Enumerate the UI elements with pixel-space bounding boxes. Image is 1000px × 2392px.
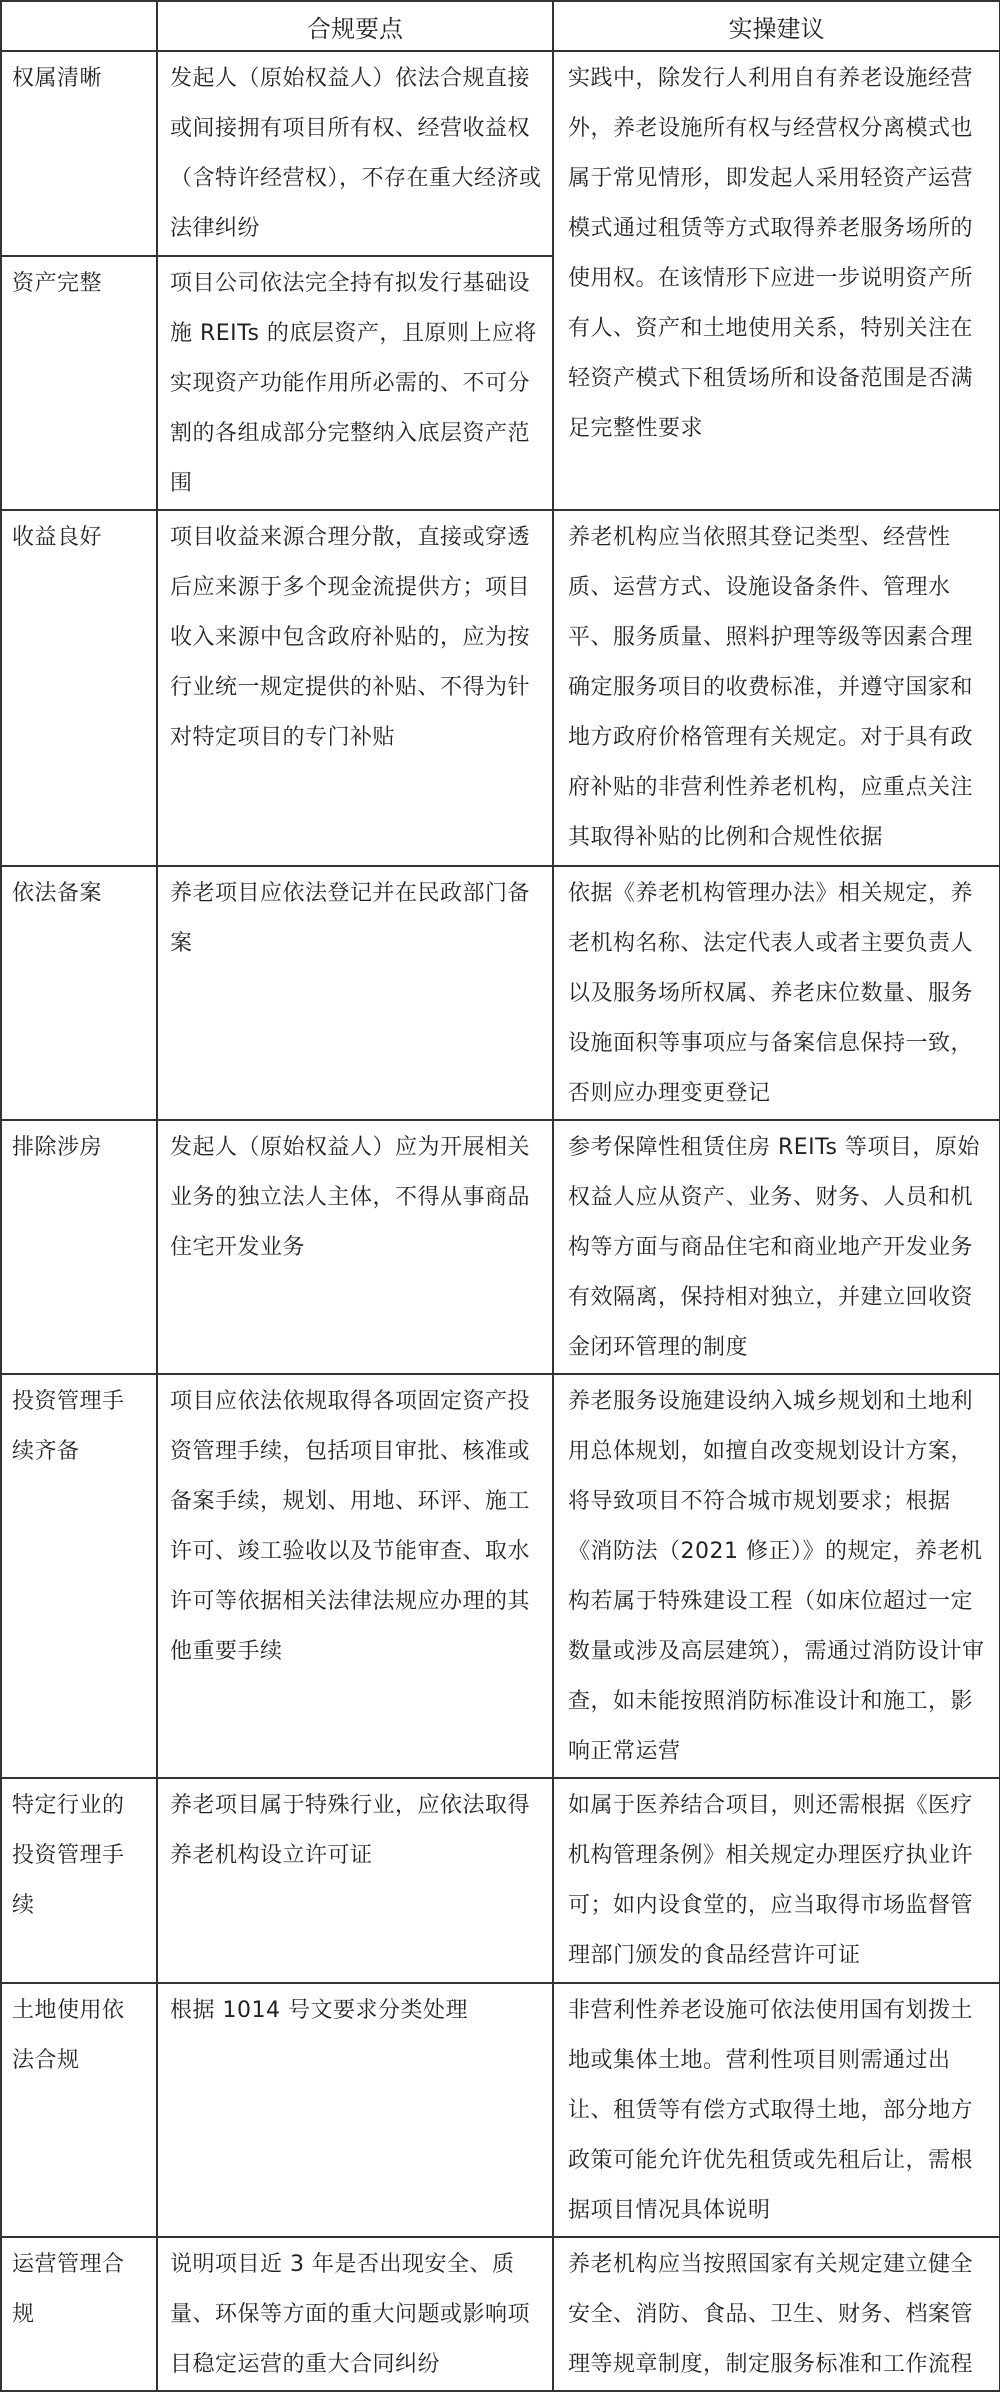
advice-cell	[553, 1983, 1000, 2237]
requirement-cell	[157, 1983, 553, 2237]
requirement-text: 项目应依法依规取得各项固定资产投资管理手续，包括项目审批、核准或备案手续，规划、用地、环评、施工许可、竣工验收以及节能审查、取水许可等依据相关法律法规应办理的其他重要手续	[170, 1389, 531, 1664]
header-requirement-column: 合规要点	[157, 1, 553, 51]
row-label-cell	[1, 2237, 157, 2391]
requirement-cell	[157, 510, 553, 866]
requirement-text: 根据 1014 号文要求分类处理	[170, 1998, 468, 2023]
advice-cell	[553, 1778, 1000, 1983]
requirement-cell	[157, 2237, 553, 2391]
row-label-cell	[1, 866, 157, 1120]
requirement-cell	[157, 866, 553, 1120]
advice-cell	[553, 2237, 1000, 2391]
requirement-text: 项目收益来源合理分散，直接或穿透后应来源于多个现金流提供方；项目收入来源中包含政府补贴的，应为按行业统一规定提供的补贴、不得为针对特定项目的专门补贴	[170, 525, 531, 750]
advice-cell	[553, 866, 1000, 1120]
advice-text: 养老机构应当依照其登记类型、经营性质、运营方式、设施设备条件、管理水平、服务质量、照料护理等级等因素合理确定服务项目的收费标准，并遵守国家和地方政府价格管理有关规定。对于具有政府补贴的非营利性养老机构，应重点关注其取得补贴的比例和合规性依据	[568, 525, 974, 850]
row-label-cell	[1, 1120, 157, 1374]
row-label-cell	[1, 1374, 157, 1778]
row-label: 土地使用依法合规	[12, 1998, 125, 2073]
table-header-row	[1, 1, 1000, 51]
row-label: 投资管理手续齐备	[12, 1389, 125, 1464]
advice-text: 如属于医养结合项目，则还需根据《医疗机构管理条例》相关规定办理医疗执业许可；如内设食堂的，应当取得市场监督管理部门颁发的食品经营许可证	[568, 1793, 974, 1968]
requirement-cell	[157, 1374, 553, 1778]
requirement-text: 发起人（原始权益人）应为开展相关业务的独立法人主体，不得从事商品住宅开发业务	[170, 1135, 531, 1260]
row-label-cell	[1, 510, 157, 866]
advice-text: 养老机构应当按照国家有关规定建立健全安全、消防、食品、卫生、财务、档案管理等规章制度，制定服务标准和工作流程	[568, 2252, 974, 2377]
requirement-text: 说明项目近 3 年是否出现安全、质量、环保等方面的重大问题或影响项目稳定运营的重大合同纠纷	[170, 2252, 531, 2377]
advice-cell	[553, 1120, 1000, 1374]
row-label-cell	[1, 1778, 157, 1983]
advice-text: 实践中，除发行人利用自有养老设施经营外，养老设施所有权与经营权分离模式也属于常见情形，即发起人采用轻资产运营模式通过租赁等方式取得养老服务场所的使用权。在该情形下应进一步说明资产所有人、资产和土地使用关系，特别关注在轻资产模式下租赁场所和设备范围是否满足完整性要求	[568, 66, 974, 441]
row-label: 依法备案	[12, 881, 103, 906]
row-label: 收益良好	[12, 525, 103, 550]
table-row	[1, 51, 1000, 256]
requirement-cell	[157, 1120, 553, 1374]
row-label-cell	[1, 51, 157, 256]
table-row	[1, 866, 1000, 1120]
table-row	[1, 2237, 1000, 2391]
requirement-cell	[157, 51, 553, 256]
requirement-text: 养老项目属于特殊行业，应依法取得养老机构设立许可证	[170, 1793, 531, 1868]
requirement-text: 养老项目应依法登记并在民政部门备案	[170, 881, 531, 956]
advice-cell	[553, 510, 1000, 866]
advice-text: 养老服务设施建设纳入城乡规划和土地利用总体规划，如擅自改变规划设计方案，将导致项目不符合城市规划要求；根据《消防法（2021 修正）》的规定，养老机构若属于特殊建设工程（如床位超过一定数量或涉及高层建筑），需通过消防设计审查，如未能按照消防标准设计和施工，影响正常运营	[568, 1389, 985, 1764]
table-row	[1, 1778, 1000, 1983]
advice-cell	[553, 1374, 1000, 1778]
advice-cell-merged	[553, 51, 1000, 510]
requirement-text: 发起人（原始权益人）依法合规直接或间接拥有项目所有权、经营收益权（含特许经营权），不存在重大经济或法律纠纷	[170, 66, 542, 241]
advice-text: 非营利性养老设施可依法使用国有划拨土地或集体土地。营利性项目则需通过出让、租赁等有偿方式取得土地，部分地方政策可能允许优先租赁或先租后让，需根据项目情况具体说明	[568, 1998, 974, 2223]
row-label: 排除涉房	[12, 1135, 103, 1160]
table-row	[1, 1983, 1000, 2237]
row-label: 资产完整	[12, 271, 103, 296]
row-label-cell	[1, 256, 157, 510]
row-label: 权属清晰	[12, 66, 103, 91]
row-label: 特定行业的投资管理手续	[12, 1793, 125, 1918]
header-advice-column: 实操建议	[553, 1, 1000, 51]
requirement-text: 项目公司依法完全持有拟发行基础设施 REITs 的底层资产，且原则上应将实现资产功能作用所必需的、不可分割的各组成部分完整纳入底层资产范围	[170, 271, 537, 496]
requirement-cell	[157, 1778, 553, 1983]
table-row	[1, 510, 1000, 866]
table-row	[1, 1120, 1000, 1374]
requirement-cell	[157, 256, 553, 510]
advice-text: 参考保障性租赁住房 REITs 等项目，原始权益人应从资产、业务、财务、人员和机构等方面与商品住宅和商业地产开发业务有效隔离，保持相对独立，并建立回收资金闭环管理的制度	[568, 1135, 980, 1360]
row-label-cell	[1, 1983, 157, 2237]
header-label-column	[1, 1, 157, 51]
table-row	[1, 1374, 1000, 1778]
advice-text: 依据《养老机构管理办法》相关规定，养老机构名称、法定代表人或者主要负责人以及服务场所权属、养老床位数量、服务设施面积等事项应与备案信息保持一致，否则应办理变更登记	[568, 881, 974, 1106]
row-label: 运营管理合规	[12, 2252, 125, 2327]
